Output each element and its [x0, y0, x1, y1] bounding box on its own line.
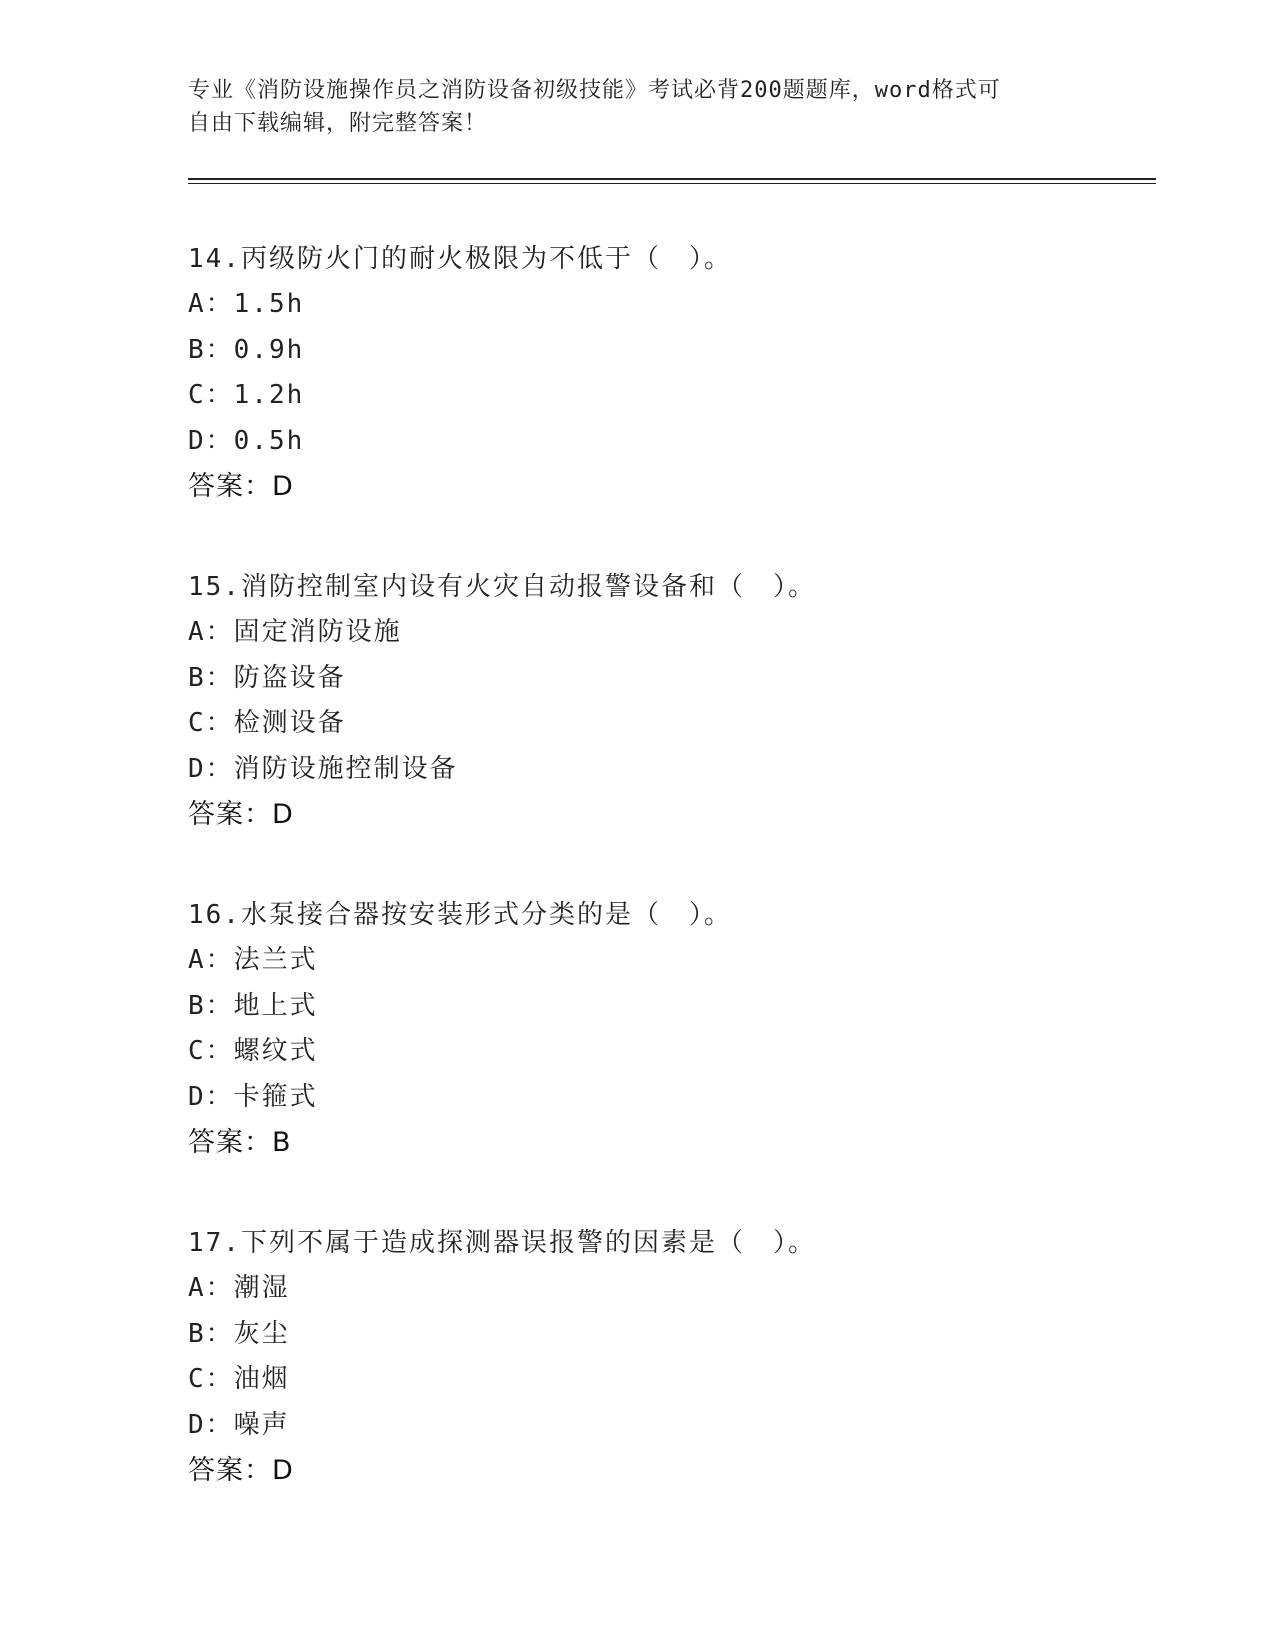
answer-line: 答案：B [188, 1127, 292, 1158]
question-spacer [188, 509, 1148, 564]
question-list [188, 236, 1148, 1493]
option-c: C：油烟 [188, 1364, 290, 1394]
option-a: A：潮湿 [188, 1273, 290, 1303]
header-line-1: 专业《消防设施操作员之消防设备初级技能》考试必背200题题库，word格式可 [188, 78, 1001, 103]
answer-line: 答案：D [188, 799, 294, 830]
question-stem: 17.下列不属于造成探测器误报警的因素是（ ）。 [188, 1228, 816, 1258]
option-a: A：1.5h [188, 289, 305, 319]
option-a: A：固定消防设施 [188, 617, 402, 647]
option-a: A：法兰式 [188, 945, 318, 975]
option-d: D：消防设施控制设备 [188, 753, 458, 784]
option-c: C：螺纹式 [188, 1036, 318, 1066]
question-14 [188, 236, 1148, 509]
header-divider [188, 178, 1156, 180]
option-d: D：0.5h [188, 425, 305, 456]
question-15 [188, 564, 1148, 837]
question-stem: 16.水泵接合器按安装形式分类的是（ ）。 [188, 900, 732, 930]
question-17 [188, 1220, 1148, 1493]
document-header [188, 74, 1068, 140]
answer-line: 答案：D [188, 1455, 294, 1486]
question-spacer [188, 1165, 1148, 1220]
option-b: B：防盗设备 [188, 662, 346, 693]
question-spacer [188, 837, 1148, 892]
option-c: C：检测设备 [188, 708, 346, 738]
option-d: D：噪声 [188, 1409, 290, 1440]
header-line-2: 自由下载编辑，附完整答案！ [188, 111, 488, 136]
option-b: B：0.9h [188, 334, 305, 365]
option-b: B：灰尘 [188, 1318, 290, 1349]
answer-line: 答案：D [188, 471, 294, 502]
question-16 [188, 892, 1148, 1165]
header-divider-thin [188, 183, 1156, 184]
question-stem: 14.丙级防火门的耐火极限为不低于（ ）。 [188, 244, 732, 274]
option-d: D：卡箍式 [188, 1081, 318, 1112]
option-c: C：1.2h [188, 380, 305, 410]
question-stem: 15.消防控制室内设有火灾自动报警设备和（ ）。 [188, 572, 816, 602]
option-b: B：地上式 [188, 990, 318, 1021]
